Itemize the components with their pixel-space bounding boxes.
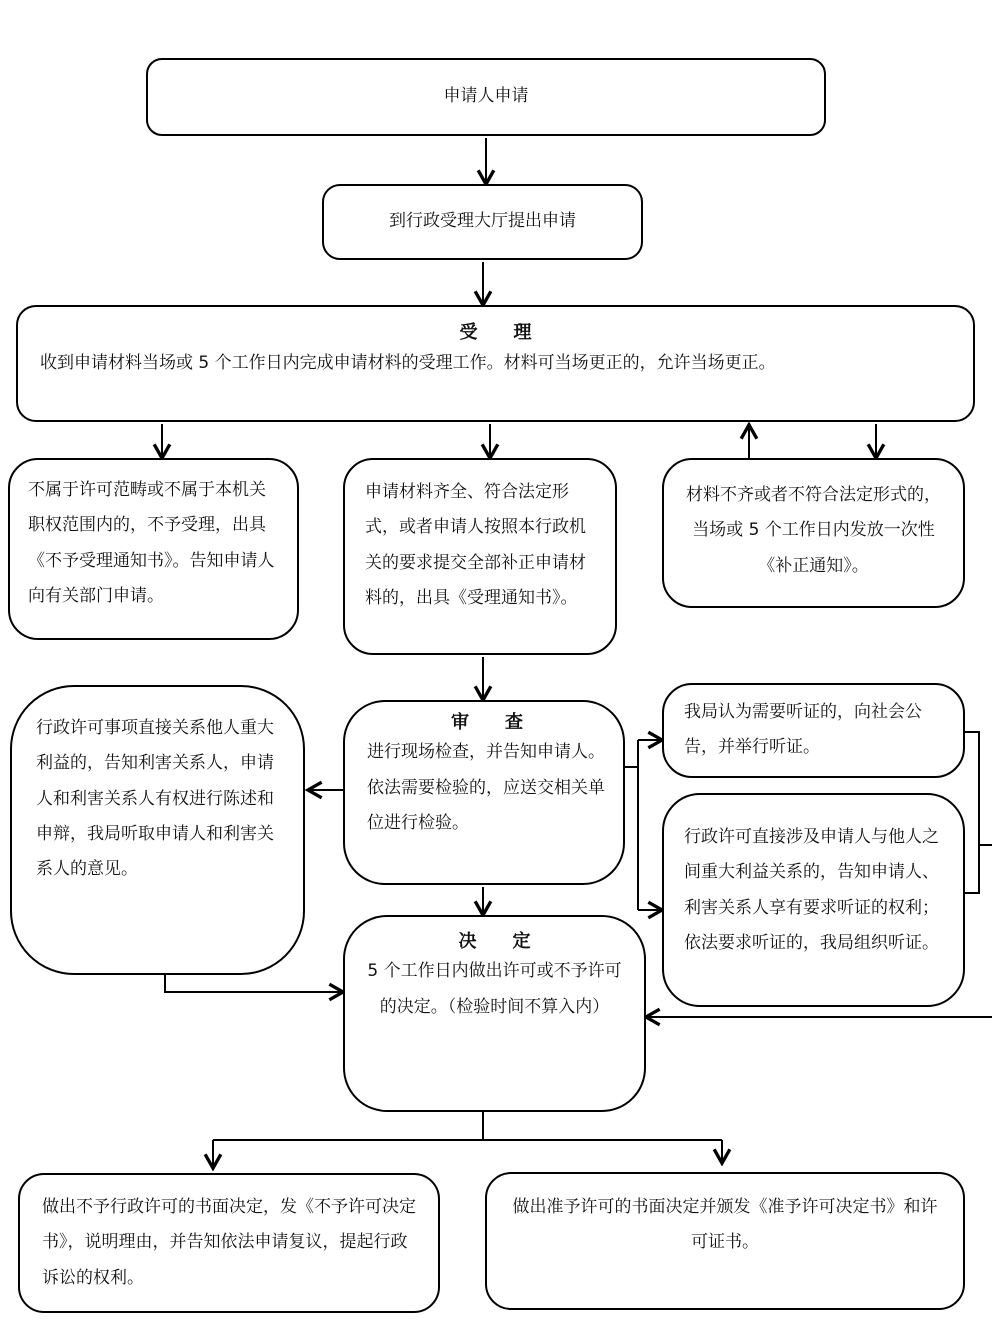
node-deny [18,1173,440,1313]
arrow-stakeholder-to-decision [165,975,343,992]
node-deny-label: 做出不予行政许可的书面决定，发《不予许可决定书》，说明理由，并告知依法申请复议，提起行政诉讼的权利。 [42,1197,416,1288]
node-qualified [343,458,617,655]
node-accept-body: 收到申请材料当场或 5 个工作日内完成申请材料的受理工作。材料可当场更正的，允许当场更正。 [40,353,776,374]
line-hearing-right-connector [965,732,979,893]
node-qualified-label: 申请材料齐全、符合法定形式，或者申请人按照本行政机关的要求提交全部补正申请材料的，出具《受理通知书》。 [365,482,586,609]
node-hall-label: 到行政受理大厅提出申请 [389,211,576,232]
node-grant [485,1172,965,1310]
node-hearing-public-label: 我局认为需要听证的，向社会公告，并举行听证。 [684,702,922,758]
node-stakeholder [10,685,305,975]
node-not-accepted-label: 不属于许可范畴或不属于本机关职权范围内的，不予受理，出具《不予受理通知书》。告知申请人向有关部门申请。 [28,480,275,607]
node-decision-title: 决 定 [458,931,531,952]
node-review-body: 进行现场检查，并告知申请人。依法需要检验的，应送交相关单位进行检验。 [367,742,605,833]
node-accept-title: 受 理 [459,322,532,343]
node-review-title: 审 查 [451,712,523,733]
node-not-accepted [8,458,299,640]
node-stakeholder-label: 行政许可事项直接关系他人重大利益的，告知利害关系人，申请人和利害关系人有权进行陈述和申辩，我局听取申请人和利害关系人的意见。 [36,718,274,880]
node-review [343,700,625,885]
node-decision-body: 5 个工作日内做出许可或不予许可的决定。（检验时间不算入内） [367,961,622,1017]
node-incomplete-label: 材料不齐或者不符合法定形式的，当场或 5 个工作日内发放一次性《补正通知》。 [686,485,941,576]
node-hearing-interest [662,793,965,1007]
node-accept [16,305,975,422]
node-hearing-interest-label: 行政许可直接涉及申请人与他人之间重大利益关系的，告知申请人、利害关系人享有要求听证的权利；依法要求听证的，我局组织听证。 [684,827,939,954]
node-incomplete [662,458,965,608]
node-applicant-label: 申请人申请 [443,86,529,107]
node-grant-label: 做出准予许可的书面决定并颁发《准予许可决定书》和许可证书。 [512,1197,938,1253]
node-decision [343,915,646,1112]
node-hearing-public [662,683,965,778]
node-applicant [146,58,826,136]
node-hall [322,184,643,260]
